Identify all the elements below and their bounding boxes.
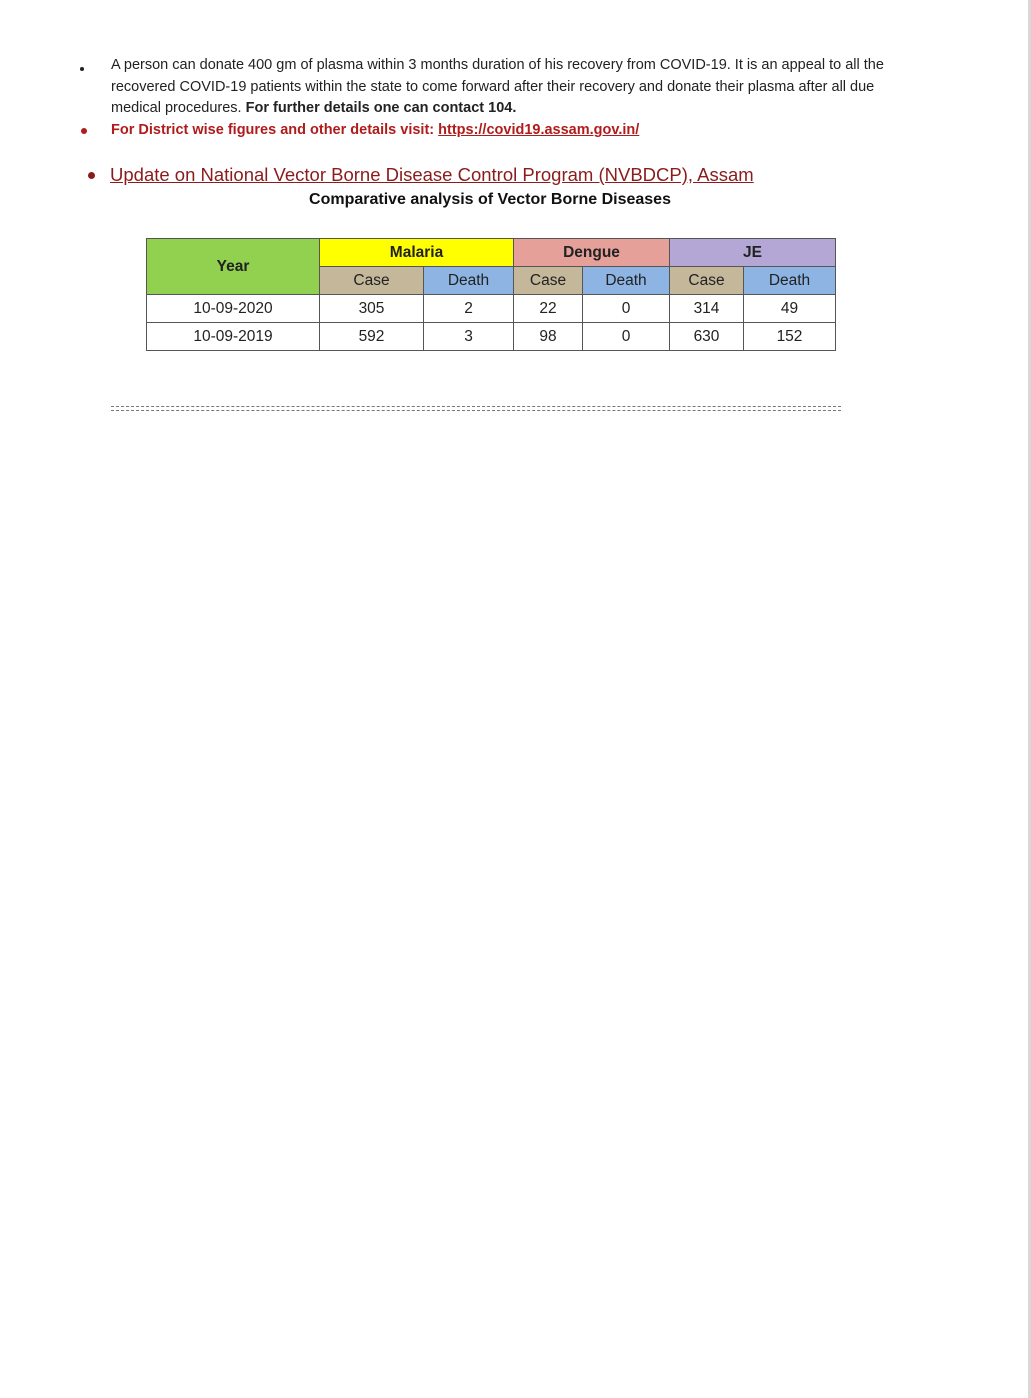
malaria-death-header: Death xyxy=(424,267,514,295)
plasma-donation-note xyxy=(111,55,911,120)
malaria-case-header: Case xyxy=(320,267,424,295)
plasma-text: A person can donate 400 gm of plasma within 3 months duration of his recovery from COVID-19. It is an appeal to all the recovered COVID-19 patients within the state to come forward after their recovery and donate their plasma after all due medical procedures. xyxy=(111,57,884,116)
je-case-header: Case xyxy=(670,267,744,295)
table-row xyxy=(147,323,836,351)
dengue-death-header: Death xyxy=(583,267,670,295)
nvbdcp-heading[interactable]: Update on National Vector Borne Disease Control Program (NVBDCP), Assam xyxy=(110,164,754,185)
je-death-cell: 152 xyxy=(744,323,836,351)
je-case-cell: 630 xyxy=(670,323,744,351)
year-header: Year xyxy=(147,239,320,295)
year-cell: 10-09-2019 xyxy=(147,323,320,351)
district-figures-note xyxy=(111,120,911,142)
section-divider xyxy=(111,406,841,407)
malaria-case-cell: 305 xyxy=(320,295,424,323)
vector-borne-table xyxy=(146,238,836,351)
malaria-case-cell: 592 xyxy=(320,323,424,351)
dengue-case-header: Case xyxy=(514,267,583,295)
contact-note: For further details one can contact 104. xyxy=(245,100,517,116)
district-text: For District wise figures and other details visit: xyxy=(111,122,435,138)
malaria-death-cell: 3 xyxy=(424,323,514,351)
dengue-death-cell: 0 xyxy=(583,295,670,323)
bullet-dot xyxy=(81,128,87,134)
dengue-header: Dengue xyxy=(514,239,670,267)
bullet-dot xyxy=(88,172,95,179)
bullet-dot xyxy=(80,67,84,71)
dengue-case-cell: 22 xyxy=(514,295,583,323)
je-death-header: Death xyxy=(744,267,836,295)
dengue-case-cell: 98 xyxy=(514,323,583,351)
table-subtitle: Comparative analysis of Vector Borne Diseases xyxy=(309,191,671,208)
je-header: JE xyxy=(670,239,836,267)
year-cell: 10-09-2020 xyxy=(147,295,320,323)
je-case-cell: 314 xyxy=(670,295,744,323)
malaria-header: Malaria xyxy=(320,239,514,267)
section-divider xyxy=(111,410,841,411)
dengue-death-cell: 0 xyxy=(583,323,670,351)
je-death-cell: 49 xyxy=(744,295,836,323)
covid-portal-link[interactable]: https://covid19.assam.gov.in/ xyxy=(438,122,640,138)
table-row xyxy=(147,295,836,323)
malaria-death-cell: 2 xyxy=(424,295,514,323)
